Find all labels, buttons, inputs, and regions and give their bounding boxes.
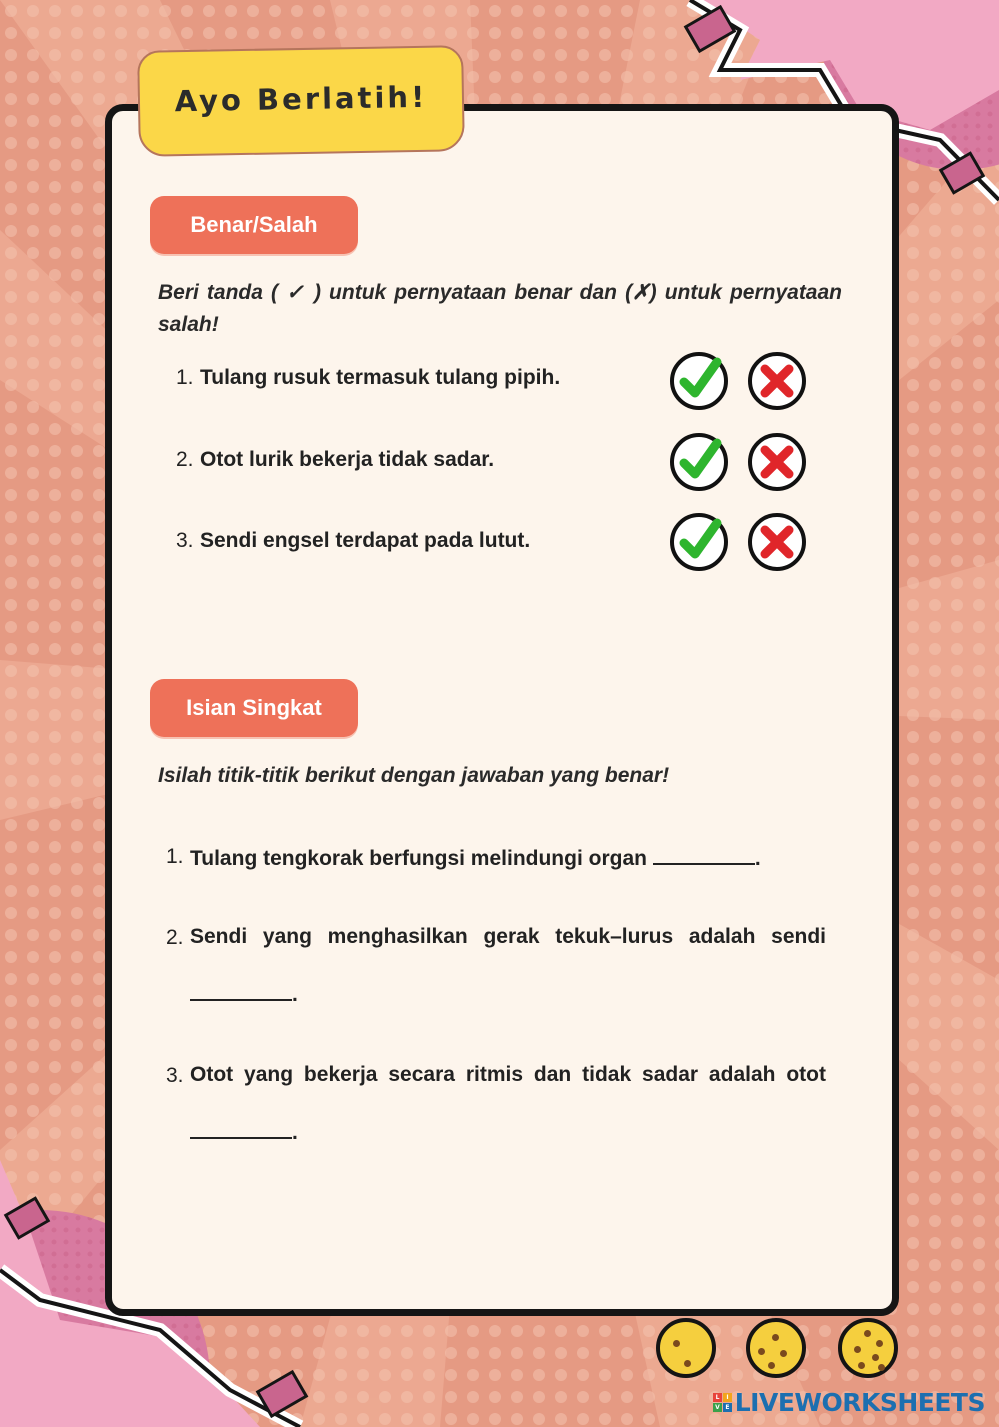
liveworksheets-logo [713,1388,985,1417]
check-circle-icon[interactable] [670,433,728,491]
cross-circle-icon[interactable] [748,433,806,491]
logo-mark-icon: L I V E [713,1393,732,1412]
check-circle-icon[interactable] [670,513,728,571]
answer-blank[interactable] [653,845,755,865]
true-false-item: 2. Otot lurik bekerja tidak sadar. [176,448,495,471]
statement-text: Otot lurik bekerja tidak sadar. [200,448,495,471]
answer-blank[interactable] [190,1119,292,1139]
title-banner [137,45,465,157]
answer-blank[interactable] [190,981,292,1001]
brand-name: LIVEWORKSHEETS [734,1388,985,1417]
short-answer-item: 2. Sendi yang menghasilkan gerak tekuk–lurus adalah sendi . [166,925,826,1006]
short-answer-item: 3. Otot yang bekerja secara ritmis dan tidak sadar adalah otot . [166,1063,826,1144]
statement-text: Sendi engsel terdapat pada lutut. [200,529,531,552]
check-circle-icon[interactable] [670,352,728,410]
true-false-item: 3. Sendi engsel terdapat pada lutut. [176,529,531,552]
short-answer-item: 1. Tulang tengkorak berfungsi melindungi organ . [166,845,761,870]
section-label-short-answer: Isian Singkat [150,679,358,737]
cross-circle-icon[interactable] [748,352,806,410]
true-false-item: 1. Tulang rusuk termasuk tulang pipih. [176,366,561,389]
statement-text: Tulang rusuk termasuk tulang pipih. [200,366,561,389]
cookie-icon [746,1318,806,1378]
section-label-true-false: Benar/Salah [150,196,358,254]
page-title: Ayo Berlatih! [174,79,428,119]
short-answer-instruction: Isilah titik-titik berikut dengan jawaban yang benar! [158,764,670,787]
cookie-icon [838,1318,898,1378]
true-false-instruction: Beri tanda ( ✓ ) untuk pernyataan benar dan (✗) untuk pernyataan salah! [158,281,842,336]
cookie-icon [656,1318,716,1378]
cross-circle-icon[interactable] [748,513,806,571]
